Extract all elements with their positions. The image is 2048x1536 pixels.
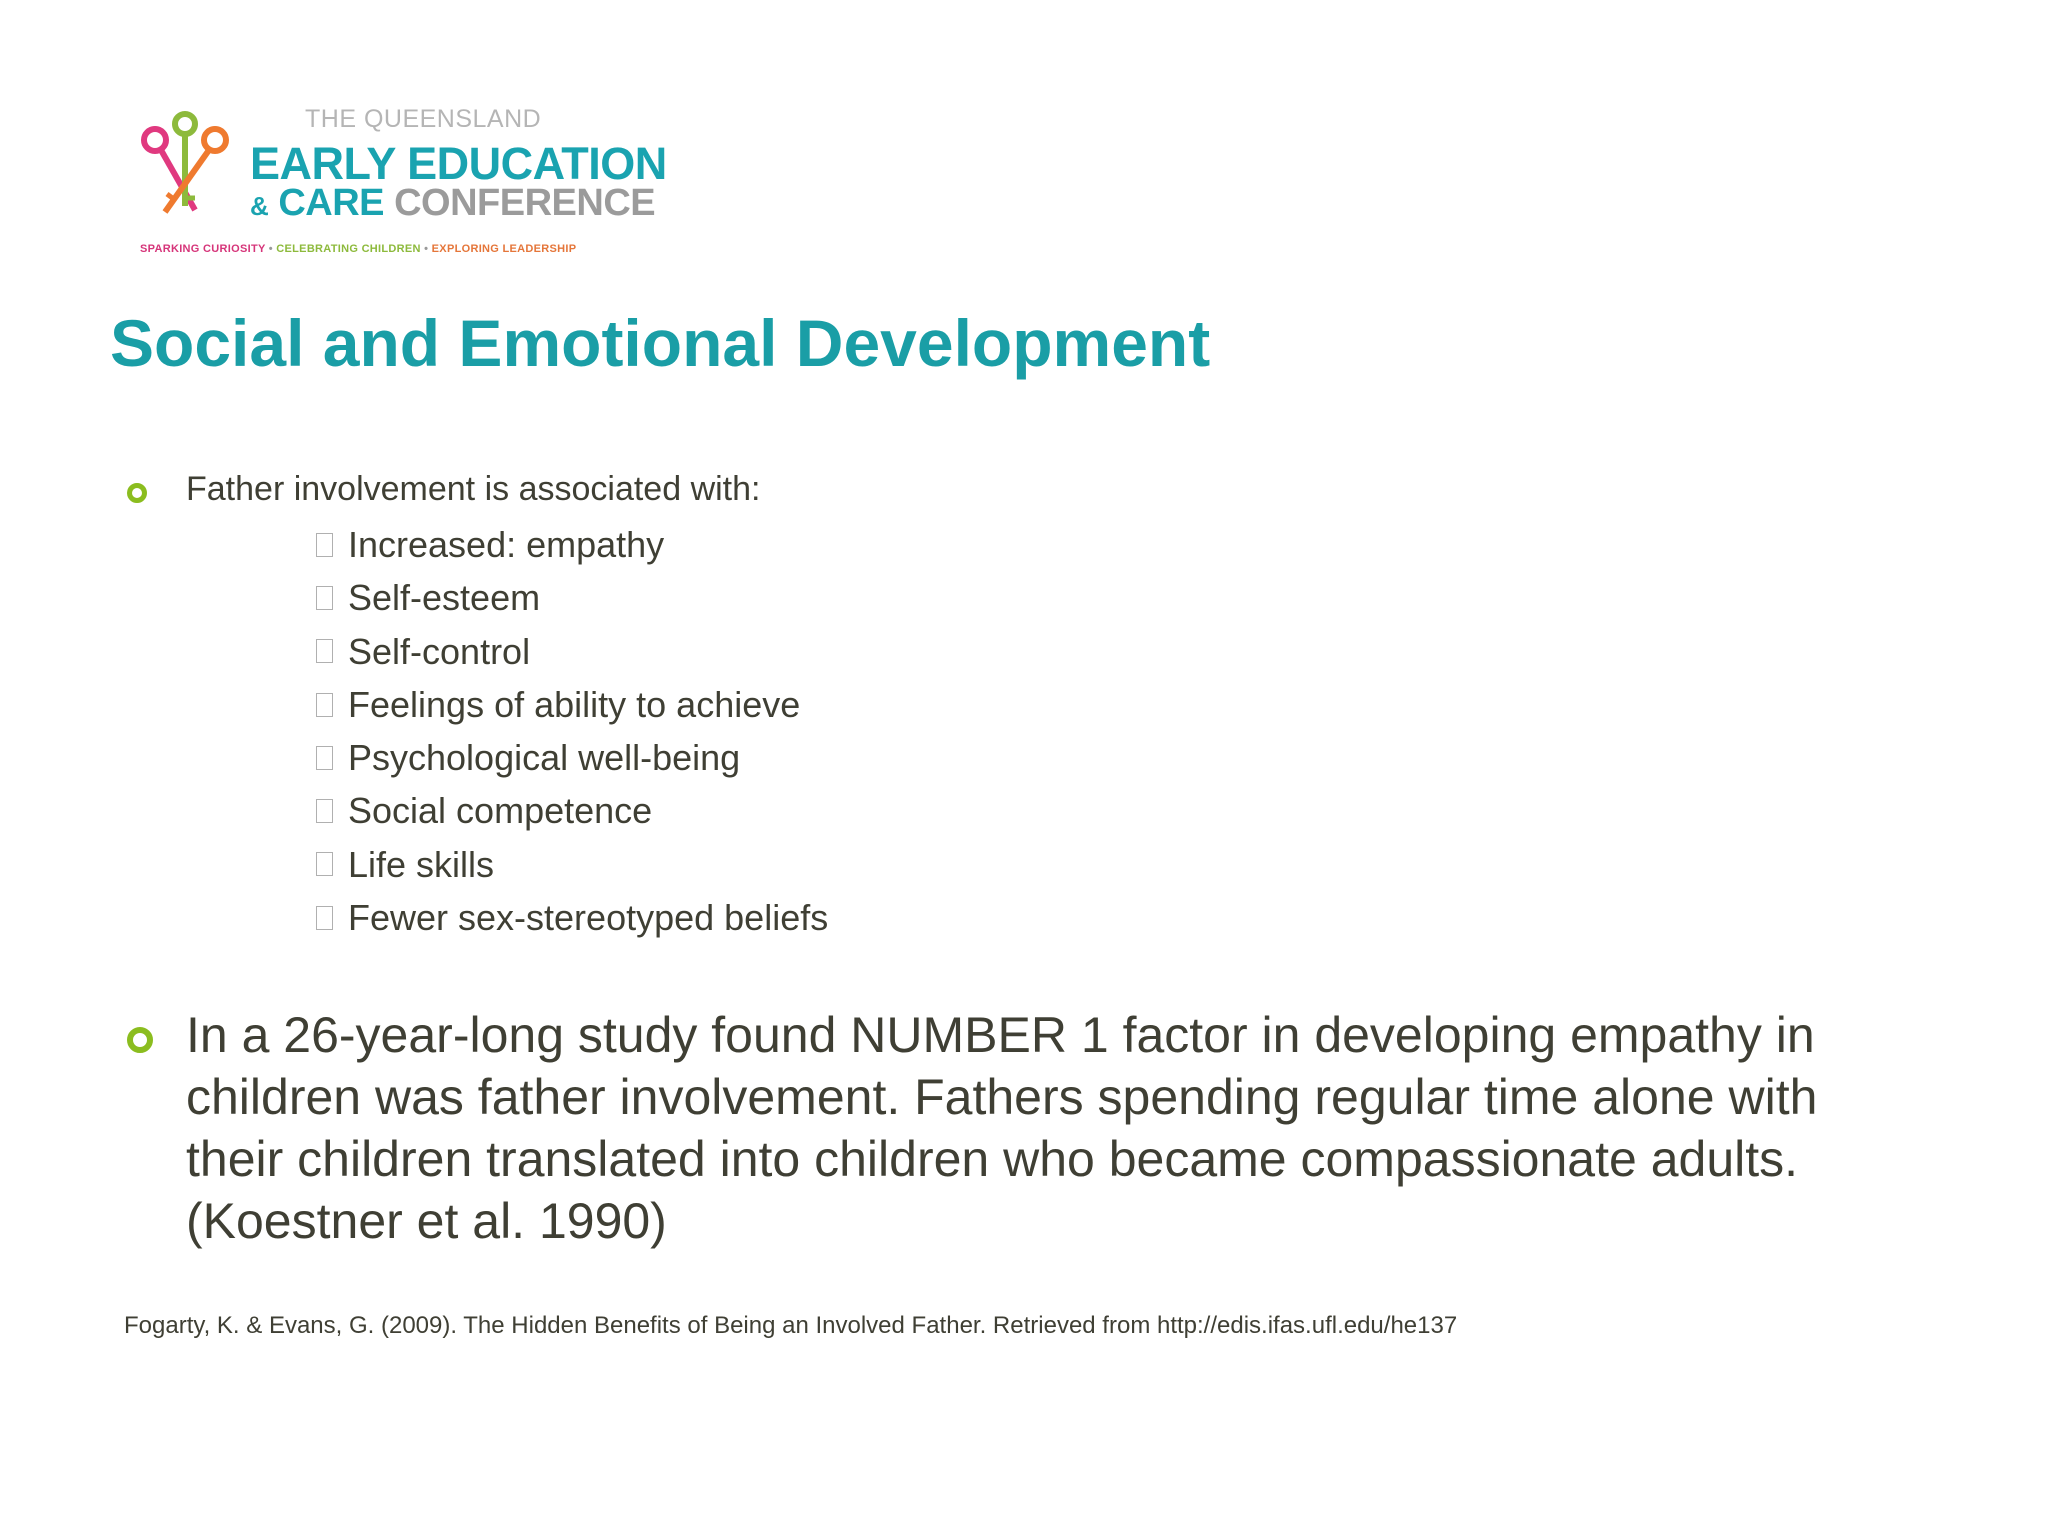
tagline-separator: • <box>424 243 429 255</box>
list-item <box>316 891 828 944</box>
checkbox-glyph-icon <box>316 906 333 930</box>
checkbox-glyph-icon <box>316 799 333 823</box>
associated-outcomes-list <box>316 518 828 944</box>
tagline-part-2: CELEBRATING CHILDREN <box>276 243 421 255</box>
logo-tagline <box>140 243 576 255</box>
bullet-2-text: In a 26-year-long study found NUMBER 1 factor in developing empathy in children was father involvement. Fathers spending regular time alone with their children translated into children who became compassionate adults.(Koestner et al. 1990) <box>186 1007 1818 1249</box>
list-item-label: Fewer sex-stereotyped beliefs <box>348 897 829 939</box>
list-item-label: Increased: empathy <box>348 524 665 565</box>
logo-title-line1: EARLY EDUCATION <box>250 138 667 189</box>
logo-ampersand: & <box>250 191 269 221</box>
bullet-ring-icon <box>127 1027 153 1053</box>
keys-icon <box>137 110 233 220</box>
checkbox-glyph-icon <box>316 639 333 663</box>
list-item <box>316 518 828 571</box>
list-item-label: Feelings of ability to achieve <box>348 683 801 725</box>
list-item <box>316 678 828 731</box>
list-item-label: Social competence <box>348 790 653 832</box>
list-item-label: Life skills <box>348 843 495 885</box>
reference-citation: Fogarty, K. & Evans, G. (2009). The Hidden Benefits of Being an Involved Father. Retrieved from http://edis.ifas.ufl.edu/he137 <box>124 1312 1458 1339</box>
checkbox-glyph-icon <box>316 533 333 557</box>
list-item-label: Self-esteem <box>348 577 541 619</box>
checkbox-glyph-icon <box>316 693 333 717</box>
logo-title-line2 <box>250 182 655 225</box>
list-item-label: Self-control <box>348 630 531 672</box>
list-item <box>316 571 828 624</box>
logo-care: CARE <box>278 182 385 224</box>
checkbox-glyph-icon <box>316 746 333 770</box>
bullet-1-text: Father involvement is associated with: <box>186 470 761 508</box>
tagline-part-1: SPARKING CURIOSITY <box>140 243 266 255</box>
list-item-label: Psychological well-being <box>348 737 741 779</box>
list-item <box>316 838 828 891</box>
list-item <box>316 784 828 837</box>
checkbox-glyph-icon <box>316 586 333 610</box>
logo-conference: CONFERENCE <box>394 182 656 224</box>
slide-title: Social and Emotional Development <box>110 306 1211 380</box>
tagline-part-3: EXPLORING LEADERSHIP <box>431 243 577 255</box>
logo-subtitle: THE QUEENSLAND <box>305 105 542 133</box>
list-item <box>316 731 828 784</box>
tagline-separator: • <box>268 243 273 255</box>
list-item <box>316 625 828 678</box>
conference-logo <box>132 100 667 270</box>
checkbox-glyph-icon <box>316 852 333 876</box>
bullet-ring-icon <box>127 483 147 503</box>
